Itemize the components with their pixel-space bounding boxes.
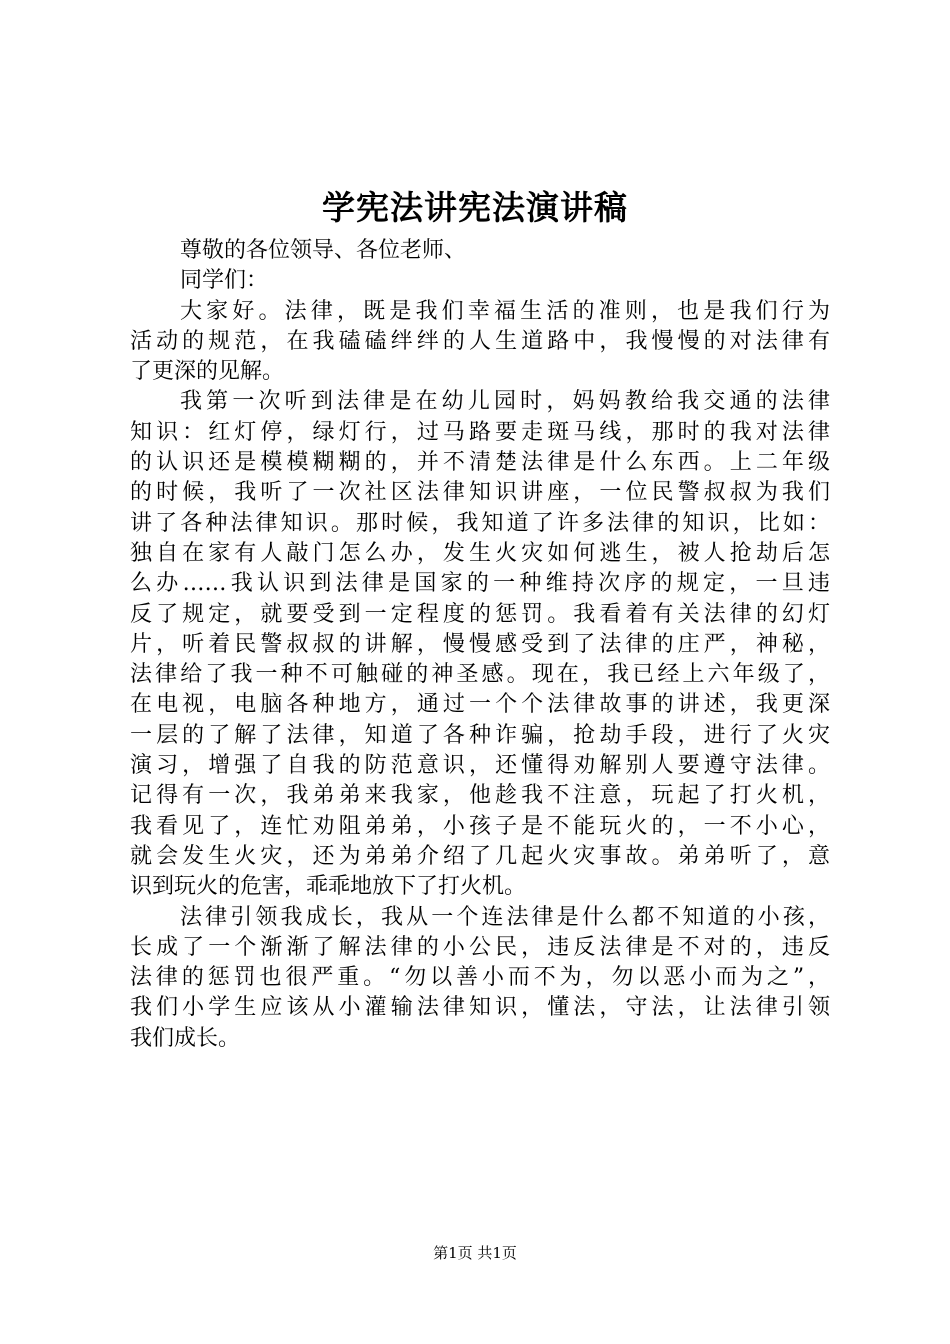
paragraph-1 — [130, 297, 830, 388]
text-line: 长成了一个渐渐了解法律的小公民，违反法律是不对的，违反 — [130, 934, 830, 960]
text-line: 法律引领我成长，我从一个连法律是什么都不知道的小孩， — [180, 904, 830, 930]
text-line: 就会发生火灾，还为弟弟介绍了几起火灾事故。弟弟听了，意 — [130, 843, 830, 869]
salutation-line: 尊敬的各位领导、各位老师、 — [180, 238, 467, 263]
text-line: 讲了各种法律知识。那时候，我知道了许多法律的知识，比如： — [130, 510, 830, 536]
paragraph-3 — [130, 903, 830, 1054]
text-line: 我第一次听到法律是在幼儿园时，妈妈教给我交通的法律 — [180, 389, 830, 415]
text-line: 的认识还是模模糊糊的，并不清楚法律是什么东西。上二年级 — [130, 450, 830, 476]
text-line: 知识：红灯停，绿灯行，过马路要走斑马线，那时的我对法律 — [130, 419, 830, 445]
text-line: 我看见了，连忙劝阻弟弟，小孩子是不能玩火的，一不小心， — [130, 813, 830, 839]
text-line: 独自在家有人敲门怎么办，发生火灾如何逃生，被人抢劫后怎 — [130, 540, 830, 566]
document-body — [130, 236, 830, 1054]
text-line: 一层的了解了法律，知道了各种诈骗，抢劫手段，进行了火灾 — [130, 722, 830, 748]
paragraph-2 — [130, 387, 830, 902]
text-line: 活动的规范，在我磕磕绊绊的人生道路中，我慢慢的对法律有 — [130, 328, 830, 354]
text-line: 记得有一次，我弟弟来我家，他趁我不注意，玩起了打火机， — [130, 783, 830, 809]
salutation-line: 同学们： — [180, 268, 269, 294]
text-line: 片，听着民警叔叔的讲解，慢慢感受到了法律的庄严，神秘， — [130, 631, 830, 657]
text-line: 我们成长。 — [130, 1025, 241, 1051]
text-line: 我们小学生应该从小灌输法律知识，懂法，守法，让法律引领 — [130, 995, 830, 1021]
text-line: 么办……我认识到法律是国家的一种维持次序的规定，一旦违 — [130, 571, 830, 597]
text-line: 在电视，电脑各种地方，通过一个个法律故事的讲述，我更深 — [130, 692, 830, 718]
text-line: 大家好。法律，既是我们幸福生活的准则，也是我们行为 — [180, 298, 830, 324]
text-line: 反了规定，就要受到一定程度的惩罚。我看着有关法律的幻灯 — [130, 601, 830, 627]
document-title: 学宪法讲宪法演讲稿 — [322, 188, 628, 227]
page-number-footer: 第1页 共1页 — [433, 1244, 517, 1262]
text-line: 法律给了我一种不可触碰的神圣感。现在，我已经上六年级了， — [130, 662, 830, 688]
text-line: 的时候，我听了一次社区法律知识讲座，一位民警叔叔为我们 — [130, 480, 830, 506]
text-line: 法律的惩罚也很严重。“勿以善小而不为，勿以恶小而为之”， — [130, 965, 830, 991]
text-line: 了更深的见解。 — [130, 359, 285, 385]
text-line: 识到玩火的危害，乖乖地放下了打火机。 — [130, 874, 527, 900]
text-line: 演习，增强了自我的防范意识，还懂得劝解别人要遵守法律。 — [130, 753, 830, 779]
